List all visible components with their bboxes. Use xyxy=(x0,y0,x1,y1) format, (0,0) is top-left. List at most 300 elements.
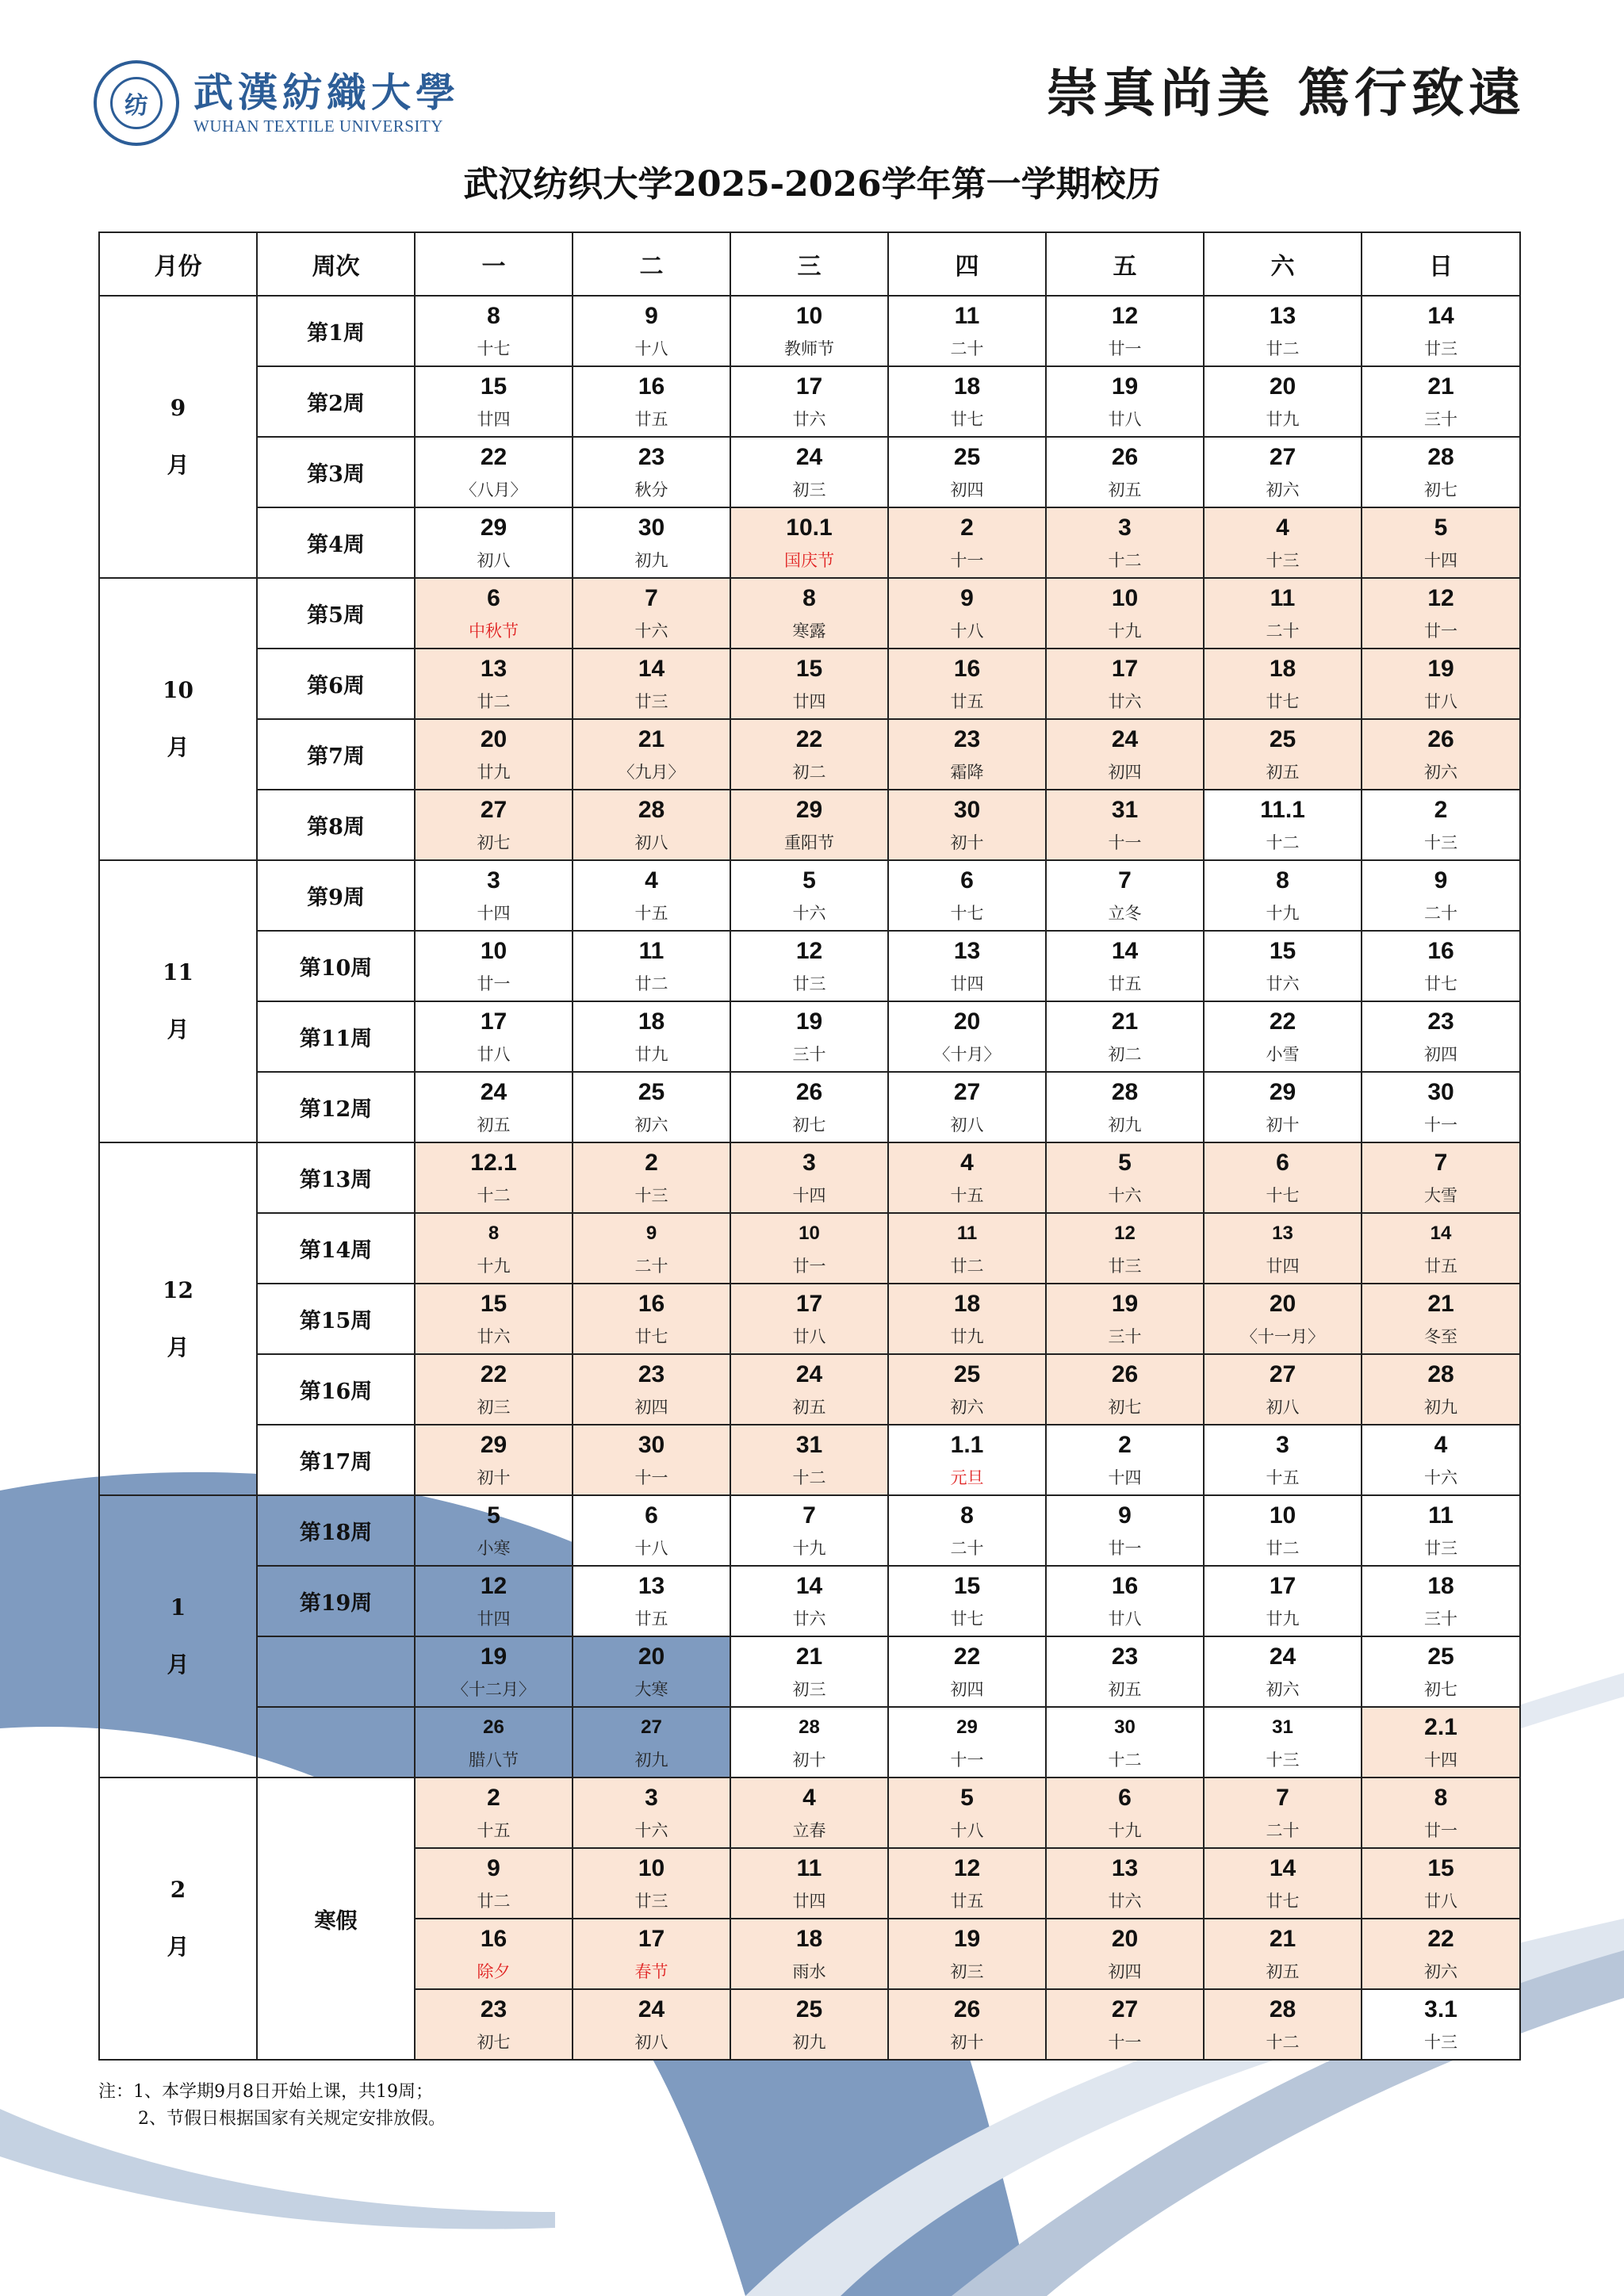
school-calendar-table xyxy=(98,232,1521,2061)
day-cell xyxy=(888,1989,1046,2060)
day-cell xyxy=(1046,1072,1204,1142)
lunar-label: 小雪 xyxy=(1266,1044,1300,1064)
day-number: 21 xyxy=(795,1643,823,1670)
day-cell xyxy=(415,1707,573,1777)
day-cell xyxy=(573,1919,730,1989)
lunar-label: 初五 xyxy=(1108,1679,1142,1699)
day-number: 7 xyxy=(1118,867,1132,894)
lunar-label: 十一 xyxy=(1424,1115,1457,1135)
lunar-label: 廿九 xyxy=(1266,1609,1300,1628)
calendar-week-row xyxy=(99,366,1520,437)
day-cell xyxy=(1204,1636,1362,1707)
lunar-label: 廿八 xyxy=(1424,1891,1457,1911)
lunar-label: 初七 xyxy=(477,832,511,852)
day-cell xyxy=(573,1142,730,1213)
day-cell xyxy=(1046,296,1204,366)
day-number: 17 xyxy=(1111,655,1139,682)
day-number: 9 xyxy=(645,1222,657,1244)
lunar-label: 十六 xyxy=(634,1820,668,1840)
day-cell xyxy=(1204,1989,1362,2060)
lunar-label: 十三 xyxy=(1266,1750,1300,1770)
day-cell xyxy=(573,1425,730,1495)
day-number: 9 xyxy=(960,584,974,611)
lunar-label: 初五 xyxy=(1266,1961,1300,1981)
lunar-label: 初六 xyxy=(1424,1961,1457,1981)
lunar-label: 二十 xyxy=(950,339,984,358)
day-number: 13 xyxy=(1272,1222,1293,1244)
day-number: 11 xyxy=(1270,584,1296,611)
lunar-label: 大雪 xyxy=(1424,1185,1457,1205)
lunar-label: 廿六 xyxy=(1108,691,1142,711)
day-number: 31 xyxy=(1272,1716,1293,1738)
day-cell xyxy=(1362,1072,1520,1142)
day-number: 17 xyxy=(480,1008,508,1035)
lunar-label: 廿八 xyxy=(1424,691,1457,711)
day-number: 12.1 xyxy=(470,1149,517,1176)
lunar-label: 十四 xyxy=(1424,1750,1457,1770)
lunar-label: 十八 xyxy=(634,339,668,358)
calendar-week-row xyxy=(99,1072,1520,1142)
day-cell xyxy=(415,366,573,437)
lunar-label: 初三 xyxy=(950,1961,984,1981)
day-number: 24 xyxy=(480,1078,508,1105)
week-cell: 第10周 xyxy=(257,931,415,1001)
day-number: 9 xyxy=(1118,1502,1132,1529)
lunar-label: 廿二 xyxy=(477,691,511,711)
day-cell xyxy=(888,1777,1046,1848)
day-cell xyxy=(730,1495,888,1566)
day-cell xyxy=(1204,790,1362,860)
lunar-label: 十六 xyxy=(792,903,826,923)
lunar-label: 初三 xyxy=(792,480,826,499)
day-number: 11 xyxy=(796,1854,822,1881)
day-number: 22 xyxy=(1427,1925,1454,1952)
lunar-label: 廿四 xyxy=(792,691,826,711)
day-cell xyxy=(1046,1566,1204,1636)
lunar-label: 初四 xyxy=(634,1397,668,1417)
day-number: 5 xyxy=(1118,1149,1132,1176)
university-logo xyxy=(94,60,460,146)
lunar-label: 廿八 xyxy=(1108,1609,1142,1628)
lunar-label: 初四 xyxy=(950,1679,984,1699)
day-number: 28 xyxy=(799,1716,820,1738)
day-cell xyxy=(730,1777,888,1848)
day-cell xyxy=(1204,296,1362,366)
logo-english-name: WUHAN TEXTILE UNIVERSITY xyxy=(193,117,443,136)
day-number: 26 xyxy=(1111,443,1139,470)
lunar-label: 〈十二月〉 xyxy=(452,1679,535,1699)
day-number: 25 xyxy=(953,443,981,470)
day-cell xyxy=(1204,1495,1362,1566)
lunar-label: 十七 xyxy=(1266,1185,1300,1205)
day-cell xyxy=(730,507,888,578)
lunar-label: 廿九 xyxy=(1266,409,1300,429)
day-cell xyxy=(1204,1919,1362,1989)
day-cell xyxy=(730,1354,888,1425)
day-cell xyxy=(415,1072,573,1142)
day-cell xyxy=(573,719,730,790)
day-number: 26 xyxy=(1427,725,1454,752)
calendar-week-row xyxy=(99,1707,1520,1777)
lunar-label: 廿二 xyxy=(477,1891,511,1911)
week-cell: 第18周 xyxy=(257,1495,415,1566)
day-number: 27 xyxy=(480,796,508,823)
lunar-label: 廿八 xyxy=(477,1044,511,1064)
day-number: 12 xyxy=(795,937,823,964)
month-number: 11 xyxy=(163,959,193,985)
month-cell xyxy=(99,1495,257,1777)
day-cell xyxy=(573,1495,730,1566)
day-cell xyxy=(1362,1848,1520,1919)
day-cell xyxy=(573,1989,730,2060)
day-cell xyxy=(730,1213,888,1284)
day-number: 5 xyxy=(802,867,816,894)
day-cell xyxy=(1046,1707,1204,1777)
day-number: 24 xyxy=(1111,725,1139,752)
day-cell xyxy=(1204,719,1362,790)
day-number: 27 xyxy=(641,1716,662,1738)
lunar-label: 三十 xyxy=(1424,1609,1457,1628)
day-number: 18 xyxy=(638,1008,665,1035)
day-number: 5 xyxy=(487,1502,500,1529)
day-number: 10 xyxy=(795,302,823,329)
lunar-label: 廿五 xyxy=(634,409,668,429)
holiday-label: 元旦 xyxy=(950,1468,984,1487)
day-number: 19 xyxy=(1111,1290,1139,1317)
day-cell xyxy=(1046,366,1204,437)
day-number: 10 xyxy=(480,937,508,964)
day-number: 21 xyxy=(1427,373,1454,400)
lunar-label: 〈八月〉 xyxy=(460,480,527,499)
day-cell xyxy=(730,1707,888,1777)
day-cell xyxy=(730,1919,888,1989)
day-number: 24 xyxy=(795,1360,823,1387)
lunar-label: 十四 xyxy=(1108,1468,1142,1487)
day-number: 26 xyxy=(483,1716,504,1738)
day-number: 7 xyxy=(802,1502,816,1529)
lunar-label: 初二 xyxy=(1108,1044,1142,1064)
lunar-label: 廿七 xyxy=(634,1326,668,1346)
day-cell xyxy=(1204,860,1362,931)
day-number: 28 xyxy=(1427,1360,1454,1387)
lunar-label: 初六 xyxy=(950,1397,984,1417)
calendar-week-row xyxy=(99,1636,1520,1707)
lunar-label: 廿一 xyxy=(1108,339,1142,358)
week-cell: 第3周 xyxy=(257,437,415,507)
lunar-label: 十六 xyxy=(1108,1185,1142,1205)
day-number: 14 xyxy=(1111,937,1139,964)
lunar-label: 十五 xyxy=(950,1185,984,1205)
day-cell xyxy=(1362,790,1520,860)
day-cell xyxy=(415,1495,573,1566)
week-cell: 第9周 xyxy=(257,860,415,931)
day-number: 25 xyxy=(1269,725,1297,752)
day-cell xyxy=(573,578,730,649)
week-cell: 第11周 xyxy=(257,1001,415,1072)
month-cell xyxy=(99,1142,257,1495)
day-cell xyxy=(888,1919,1046,1989)
day-number: 14 xyxy=(638,655,665,682)
day-number: 9 xyxy=(1434,867,1448,894)
lunar-label: 廿八 xyxy=(792,1326,826,1346)
day-cell xyxy=(888,1284,1046,1354)
day-cell xyxy=(1046,578,1204,649)
day-cell xyxy=(415,1566,573,1636)
day-number: 22 xyxy=(480,1360,508,1387)
day-number: 26 xyxy=(953,1996,981,2022)
lunar-label: 廿六 xyxy=(1108,1891,1142,1911)
lunar-label: 初八 xyxy=(477,550,511,570)
day-number: 13 xyxy=(953,937,981,964)
day-number: 17 xyxy=(638,1925,665,1952)
day-cell xyxy=(888,860,1046,931)
day-number: 10 xyxy=(638,1854,665,1881)
day-cell xyxy=(888,649,1046,719)
day-number: 8 xyxy=(1434,1784,1448,1811)
day-number: 31 xyxy=(1111,796,1139,823)
day-cell xyxy=(1362,1284,1520,1354)
lunar-label: 二十 xyxy=(950,1538,984,1558)
lunar-label: 十三 xyxy=(1424,2032,1457,2052)
day-number: 13 xyxy=(638,1572,665,1599)
day-cell xyxy=(1362,1777,1520,1848)
calendar-week-row xyxy=(99,719,1520,790)
day-cell xyxy=(415,1142,573,1213)
day-number: 30 xyxy=(638,514,665,541)
day-number: 21 xyxy=(638,725,665,752)
day-cell xyxy=(1046,1354,1204,1425)
day-cell xyxy=(730,1072,888,1142)
day-cell xyxy=(1204,1848,1362,1919)
day-number: 21 xyxy=(1427,1290,1454,1317)
day-cell xyxy=(573,790,730,860)
day-number: 23 xyxy=(638,1360,665,1387)
calendar-week-row xyxy=(99,1425,1520,1495)
day-cell xyxy=(730,1636,888,1707)
lunar-label: 十二 xyxy=(1108,1750,1142,1770)
calendar-week-row xyxy=(99,507,1520,578)
weekday-header: 四 xyxy=(888,232,1046,296)
day-number: 19 xyxy=(1427,655,1454,682)
day-number: 6 xyxy=(1276,1149,1289,1176)
week-cell xyxy=(257,1707,415,1777)
lunar-label: 初六 xyxy=(1266,480,1300,499)
lunar-label: 秋分 xyxy=(634,480,668,499)
day-number: 13 xyxy=(1111,1854,1139,1881)
day-number: 15 xyxy=(480,373,508,400)
lunar-label: 十四 xyxy=(792,1185,826,1205)
calendar-week-row xyxy=(99,790,1520,860)
lunar-label: 初十 xyxy=(950,2032,984,2052)
day-number: 28 xyxy=(1427,443,1454,470)
lunar-label: 三十 xyxy=(1108,1326,1142,1346)
month-unit: 月 xyxy=(167,1334,190,1360)
lunar-label: 十二 xyxy=(1266,2032,1300,2052)
lunar-label: 廿六 xyxy=(792,409,826,429)
day-number: 7 xyxy=(645,584,658,611)
day-number: 29 xyxy=(480,1431,508,1458)
day-cell xyxy=(1362,1495,1520,1566)
day-cell xyxy=(888,1213,1046,1284)
day-cell xyxy=(1204,1566,1362,1636)
calendar-week-row xyxy=(99,931,1520,1001)
lunar-label: 初三 xyxy=(792,1679,826,1699)
day-number: 11 xyxy=(954,302,980,329)
lunar-label: 十一 xyxy=(950,550,984,570)
day-number: 12 xyxy=(1427,584,1454,611)
day-cell xyxy=(573,437,730,507)
day-number: 28 xyxy=(1269,1996,1297,2022)
day-cell xyxy=(730,1425,888,1495)
week-cell: 第14周 xyxy=(257,1213,415,1284)
calendar-week-row xyxy=(99,1777,1520,1848)
day-number: 25 xyxy=(638,1078,665,1105)
day-number: 2.1 xyxy=(1424,1713,1457,1740)
lunar-label: 十四 xyxy=(477,903,511,923)
lunar-label: 廿七 xyxy=(950,1609,984,1628)
day-number: 12 xyxy=(1111,302,1139,329)
day-number: 31 xyxy=(795,1431,823,1458)
calendar-week-row xyxy=(99,296,1520,366)
calendar-week-row xyxy=(99,1001,1520,1072)
lunar-label: 初三 xyxy=(477,1397,511,1417)
day-cell xyxy=(730,437,888,507)
day-number: 30 xyxy=(1427,1078,1454,1105)
calendar-week-row xyxy=(99,1213,1520,1284)
day-cell xyxy=(888,1142,1046,1213)
day-number: 27 xyxy=(1111,1996,1139,2022)
day-number: 21 xyxy=(1269,1925,1297,1952)
day-cell xyxy=(573,1707,730,1777)
day-number: 11 xyxy=(638,937,665,964)
lunar-label: 十二 xyxy=(1266,832,1300,852)
day-number: 6 xyxy=(487,584,500,611)
page-title: 武汉纺织大学2025-2026学年第一学期校历 xyxy=(463,164,1161,205)
day-number: 29 xyxy=(795,796,823,823)
day-number: 18 xyxy=(953,373,981,400)
day-cell xyxy=(1204,366,1362,437)
lunar-label: 廿三 xyxy=(1424,1538,1457,1558)
day-number: 14 xyxy=(795,1572,823,1599)
day-number: 29 xyxy=(480,514,508,541)
weekday-header: 二 xyxy=(573,232,730,296)
day-number: 15 xyxy=(1427,1854,1454,1881)
lunar-label: 十七 xyxy=(950,903,984,923)
week-cell: 第5周 xyxy=(257,578,415,649)
lunar-label: 廿六 xyxy=(477,1326,511,1346)
day-number: 24 xyxy=(1269,1643,1297,1670)
day-cell xyxy=(730,1284,888,1354)
day-cell xyxy=(730,649,888,719)
lunar-label: 初十 xyxy=(477,1468,511,1487)
day-cell xyxy=(573,1001,730,1072)
day-cell xyxy=(730,790,888,860)
day-number: 28 xyxy=(1111,1078,1139,1105)
lunar-label: 十一 xyxy=(1108,832,1142,852)
day-number: 17 xyxy=(1269,1572,1297,1599)
day-number: 22 xyxy=(953,1643,981,1670)
day-cell xyxy=(730,1001,888,1072)
day-cell xyxy=(730,578,888,649)
day-cell xyxy=(1046,1425,1204,1495)
day-number: 13 xyxy=(1269,302,1297,329)
logo-chinese-name: 武漢紡織大學 xyxy=(193,69,460,116)
lunar-label: 廿二 xyxy=(950,1256,984,1276)
day-cell xyxy=(415,578,573,649)
day-cell xyxy=(573,649,730,719)
lunar-label: 初六 xyxy=(634,1115,668,1135)
lunar-label: 十三 xyxy=(634,1185,668,1205)
day-cell xyxy=(888,1848,1046,1919)
lunar-label: 初七 xyxy=(1424,480,1457,499)
lunar-label: 〈九月〉 xyxy=(618,762,685,782)
day-number: 16 xyxy=(1111,1572,1139,1599)
day-number: 10.1 xyxy=(786,514,833,541)
day-cell xyxy=(573,296,730,366)
day-number: 18 xyxy=(1427,1572,1454,1599)
day-number: 8 xyxy=(960,1502,974,1529)
lunar-label: 初九 xyxy=(1108,1115,1142,1135)
day-number: 2 xyxy=(487,1784,500,1811)
lunar-label: 初七 xyxy=(1424,1679,1457,1699)
day-cell xyxy=(888,719,1046,790)
day-cell xyxy=(415,1989,573,2060)
lunar-label: 廿二 xyxy=(634,974,668,993)
weekday-header: 六 xyxy=(1204,232,1362,296)
day-number: 23 xyxy=(480,1996,508,2022)
lunar-label: 初十 xyxy=(950,832,984,852)
month-cell xyxy=(99,860,257,1142)
day-cell xyxy=(1362,1989,1520,2060)
day-number: 9 xyxy=(645,302,658,329)
lunar-label: 十二 xyxy=(1108,550,1142,570)
day-number: 13 xyxy=(480,655,508,682)
lunar-label: 十九 xyxy=(1266,903,1300,923)
day-cell xyxy=(888,437,1046,507)
day-number: 16 xyxy=(638,1290,665,1317)
lunar-label: 〈十月〉 xyxy=(933,1044,1001,1064)
month-cell xyxy=(99,578,257,860)
day-cell xyxy=(415,719,573,790)
lunar-label: 廿一 xyxy=(1424,621,1457,641)
lunar-label: 二十 xyxy=(1424,903,1457,923)
day-cell xyxy=(415,437,573,507)
day-number: 20 xyxy=(1111,1925,1139,1952)
day-cell xyxy=(1204,1707,1362,1777)
lunar-label: 廿九 xyxy=(950,1326,984,1346)
day-number: 9 xyxy=(487,1854,500,1881)
calendar-header-row xyxy=(99,232,1520,296)
day-cell xyxy=(888,507,1046,578)
day-number: 27 xyxy=(953,1078,981,1105)
lunar-label: 初七 xyxy=(792,1115,826,1135)
lunar-label: 初五 xyxy=(792,1397,826,1417)
day-cell xyxy=(415,790,573,860)
day-number: 30 xyxy=(638,1431,665,1458)
lunar-label: 初五 xyxy=(477,1115,511,1135)
day-cell xyxy=(1204,1072,1362,1142)
footnote-2: 2、节假日根据国家有关规定安排放假。 xyxy=(138,2109,446,2129)
day-cell xyxy=(573,1072,730,1142)
lunar-label: 初四 xyxy=(1108,762,1142,782)
footnotes xyxy=(98,2079,446,2133)
month-number: 10 xyxy=(163,677,193,703)
day-cell xyxy=(573,1848,730,1919)
day-cell xyxy=(1046,719,1204,790)
day-number: 10 xyxy=(1269,1502,1297,1529)
day-cell xyxy=(1362,931,1520,1001)
day-number: 17 xyxy=(795,373,823,400)
